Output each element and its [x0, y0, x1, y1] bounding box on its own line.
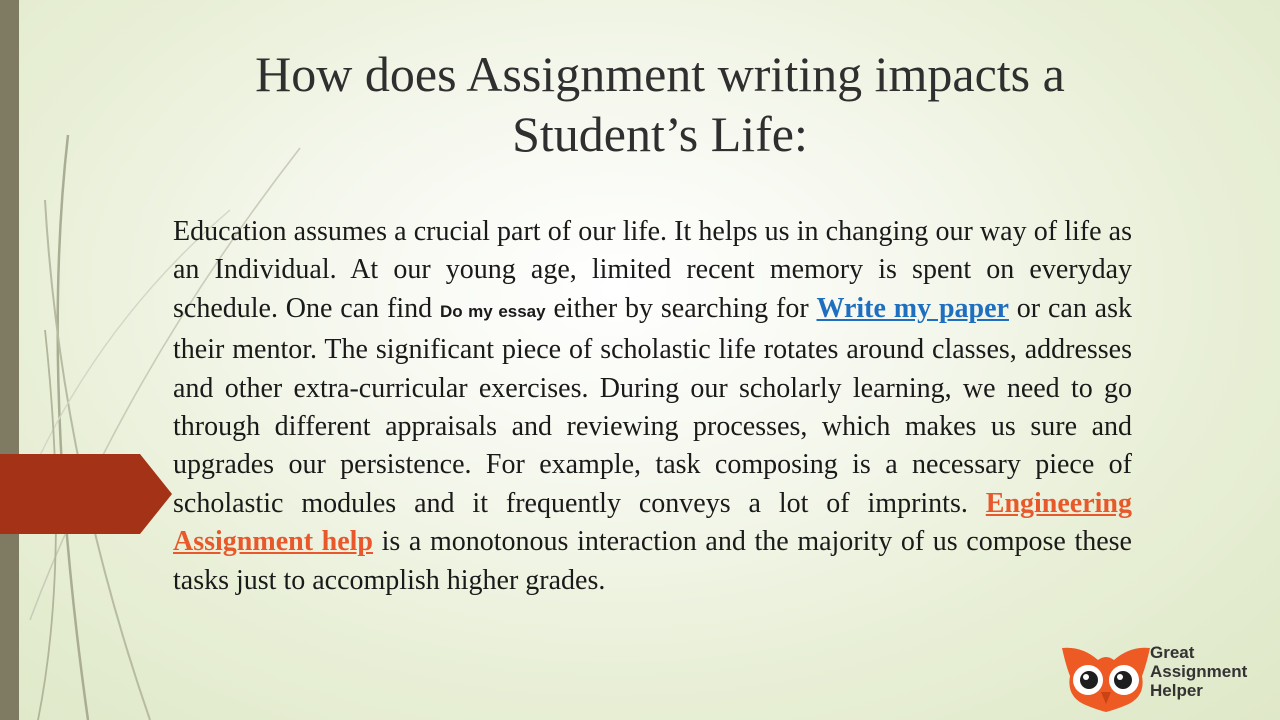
slide-title: How does Assignment writing impacts a Student’s Life: — [255, 46, 1065, 162]
owl-logo-icon — [1058, 642, 1154, 712]
write-my-paper-link[interactable]: Write my paper — [816, 292, 1009, 324]
logo-word-great: Great — [1150, 643, 1195, 662]
body-text-part-3: or can ask their mentor. The significant piece of scholastic life rotates around classes, addresses and other extra-curricular exercises. During our scholarly learning, we need to go through different appraisals and reviewing processes, which makes us sure and upgrades our persistence. For example, task composing is a necessary piece of scholastic modules and it frequently conveys a lot of imprints. — [173, 292, 1132, 519]
body-text-part-4: is a monotonous interaction and the majority of us compose these tasks just to accomplish higher grades. — [173, 526, 1132, 596]
logo-wordmark — [1150, 643, 1270, 700]
body-text-part-1: Education assumes a crucial part of our life. It helps us in changing our way of life as an Individual. At our young age, limited recent memory is spent on everyday schedule. One can find — [173, 216, 1132, 324]
body-text-part-2: either by searching for — [545, 292, 817, 324]
great-assignment-helper-logo — [1058, 642, 1268, 712]
logo-word-helper: Helper — [1150, 681, 1203, 700]
slide-body-paragraph — [173, 213, 1132, 600]
do-my-essay-text: Do my essay — [439, 301, 546, 321]
logo-word-assignment: Assignment — [1150, 662, 1248, 681]
engineering-assignment-help-link[interactable]: Engineering Assignment help — [173, 487, 1132, 558]
